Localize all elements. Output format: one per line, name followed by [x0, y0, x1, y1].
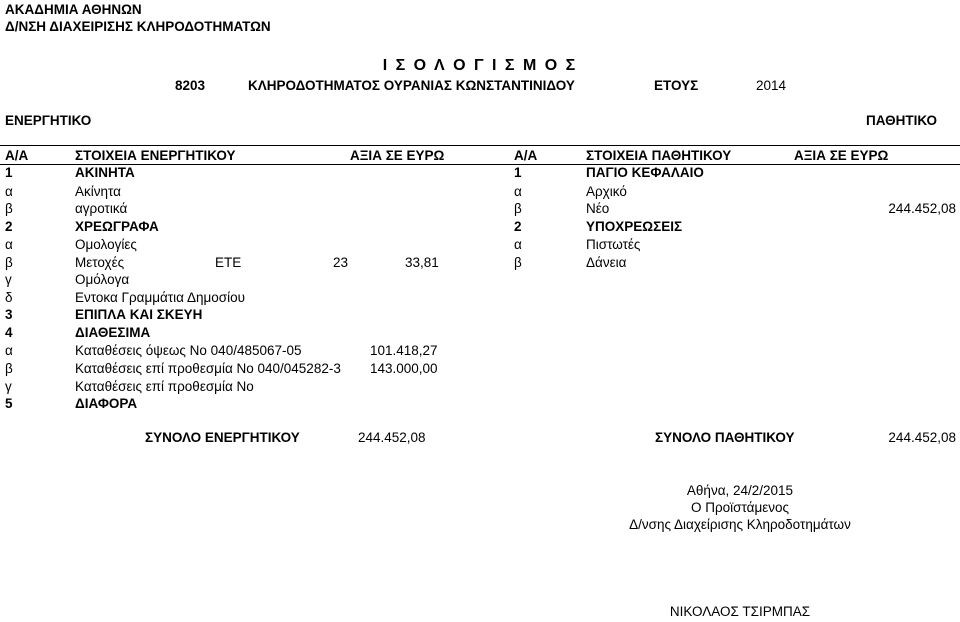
asset-aa: δ: [5, 290, 13, 305]
asset-aa: 2: [5, 219, 13, 234]
asset-aa: 5: [5, 396, 13, 411]
assets-heading: ΕΝΕΡΓΗΤΙΚΟ: [5, 113, 92, 128]
signatory-name: ΝΙΚΟΛΑΟΣ ΤΣΙΡΜΠΑΣ: [669, 604, 811, 619]
asset-aa: β: [5, 201, 13, 216]
liability-label: ΥΠΟΧΡΕΩΣΕΙΣ: [586, 219, 683, 234]
liability-value: 244.452,08: [888, 201, 956, 216]
document-title: Ι Σ Ο Λ Ο Γ Ι Σ Μ Ο Σ: [382, 57, 578, 74]
liability-aa: 2: [514, 219, 522, 234]
assets-total-value: 244.452,08: [358, 430, 426, 445]
liability-label: Δάνεια: [586, 255, 627, 270]
liability-label: Νέο: [586, 201, 610, 216]
column-header-aa-liabilities: Α/Α: [514, 148, 538, 163]
liability-aa: 1: [514, 165, 522, 180]
column-header-liabilities: ΣΤΟΙΧΕΙΑ ΠΑΘΗΤΙΚΟΥ: [586, 148, 732, 163]
place-date: Αθήνα, 24/2/2015: [686, 483, 794, 498]
asset-value: 33,81: [405, 255, 439, 270]
asset-label: Μετοχές: [75, 255, 125, 270]
asset-label: ΕΠΙΠΛΑ ΚΑΙ ΣΚΕΥΗ: [75, 307, 203, 322]
asset-label: ΔΙΑΦΟΡΑ: [75, 396, 138, 411]
column-header-assets: ΣΤΟΙΧΕΙΑ ΕΝΕΡΓΗΤΙΚΟΥ: [75, 148, 236, 163]
asset-aa: 1: [5, 165, 13, 180]
asset-label: Καταθέσεις επί προθεσμία Νο 040/045282-3: [75, 361, 341, 376]
year-label: ΕΤΟΥΣ: [654, 78, 699, 93]
liability-label: Αρχικό: [586, 184, 627, 199]
asset-label: ΧΡΕΩΓΡΑΦΑ: [75, 219, 159, 234]
asset-label: Καταθέσεις όψεως Νο 040/485067-05: [75, 343, 302, 358]
asset-label: Ομόλογα: [75, 272, 130, 287]
asset-aa: β: [5, 255, 13, 270]
bequest-name: ΚΛΗΡΟΔΟΤΗΜΑΤΟΣ ΟΥΡΑΝΙΑΣ ΚΩΝΣΤΑΝΤΙΝΙΔΟΥ: [248, 78, 575, 93]
liabilities-total-value: 244.452,08: [888, 430, 956, 445]
org-name: ΑΚΑΔΗΜΙΑ ΑΘΗΝΩΝ: [5, 2, 142, 17]
liability-aa: α: [514, 237, 522, 252]
asset-label: Καταθέσεις επί προθεσμία Νο: [75, 379, 254, 394]
asset-aa: γ: [5, 379, 12, 394]
liability-aa: β: [514, 255, 522, 270]
column-header-value: ΑΞΙΑ ΣΕ ΕΥΡΩ: [350, 148, 445, 163]
asset-stock-issuer: ΕΤΕ: [215, 255, 242, 270]
column-header-aa: Α/Α: [5, 148, 29, 163]
asset-aa: α: [5, 343, 13, 358]
asset-stock-quantity: 23: [332, 255, 348, 270]
table-top-rule: [0, 145, 960, 146]
liability-aa: β: [514, 201, 522, 216]
column-header-value-liabilities: ΑΞΙΑ ΣΕ ΕΥΡΩ: [794, 148, 889, 163]
asset-value: 143.000,00: [370, 361, 438, 376]
asset-label: ΑΚΙΝΗΤΑ: [75, 165, 135, 180]
asset-aa: 3: [5, 307, 13, 322]
asset-aa: α: [5, 237, 13, 252]
asset-label: Εντοκα Γραμμάτια Δημοσίου: [75, 290, 246, 305]
signatory-role: Ο Προϊστάμενος: [690, 500, 790, 515]
year-value: 2014: [756, 78, 787, 93]
asset-label: Ομολογίες: [75, 237, 137, 252]
liability-label: Πιστωτές: [586, 237, 641, 252]
department-name: Δ/ΝΣΗ ΔΙΑΧΕΙΡΙΣΗΣ ΚΛΗΡΟΔΟΤΗΜΑΤΩΝ: [5, 19, 271, 34]
asset-aa-text: β: [5, 361, 13, 376]
liability-aa: α: [514, 184, 522, 199]
liability-label: ΠΑΓΙΟ ΚΕΦΑΛΑΙΟ: [586, 165, 704, 180]
asset-aa: γ: [5, 272, 12, 287]
asset-value: 101.418,27: [370, 343, 438, 358]
liabilities-heading: ΠΑΘΗΤΙΚΟ: [866, 113, 938, 128]
asset-label-clip: [75, 360, 365, 378]
asset-aa: 4: [5, 325, 13, 340]
asset-label: Ακίνητα: [75, 184, 121, 199]
assets-total-label: ΣΥΝΟΛΟ ΕΝΕΡΓΗΤΙΚΟΥ: [145, 430, 300, 445]
signatory-department: Δ/νσης Διαχείρισης Κληροδοτημάτων: [629, 517, 851, 532]
liabilities-total-label: ΣΥΝΟΛΟ ΠΑΘΗΤΙΚΟΥ: [655, 430, 795, 445]
asset-label: αγροτικά: [75, 201, 128, 216]
bequest-code: 8203: [175, 78, 206, 93]
asset-aa: α: [5, 184, 13, 199]
asset-label: ΔΙΑΘΕΣΙΜΑ: [75, 325, 151, 340]
